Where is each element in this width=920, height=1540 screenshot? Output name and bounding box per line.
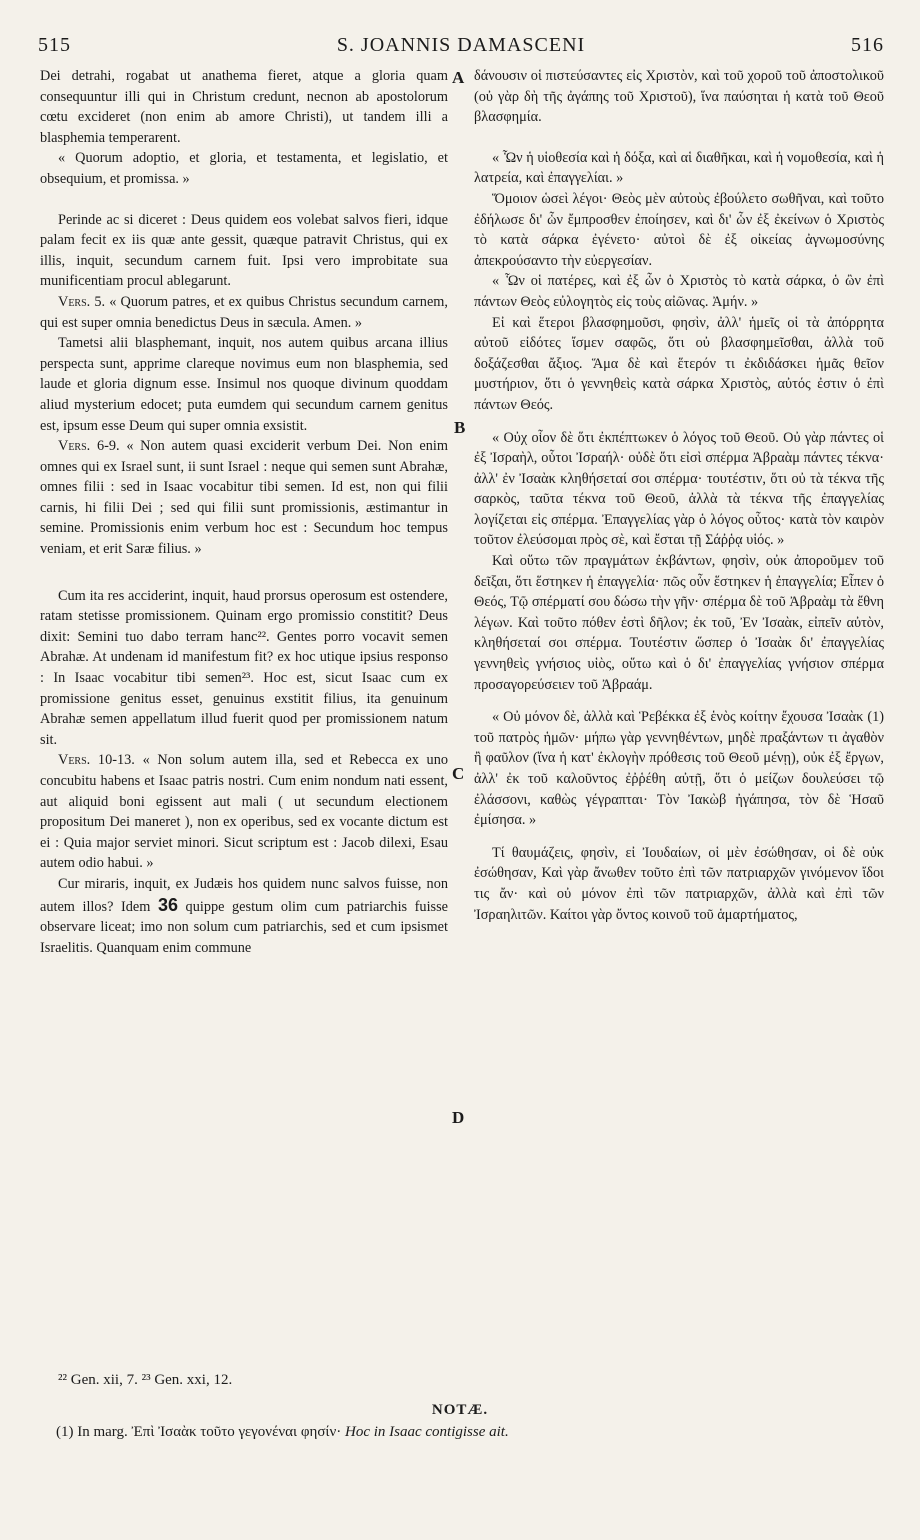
latin-paragraph: Perinde ac si diceret : Deus quidem eos volebat salvos fieri, idque palam fecit ex iis quæ ante gessit, quæque patravit Christus, qui ex illis, inquit, secundum carnem fuit. Ipsi vero improbitate sua munificentiam procul ablegarunt. <box>40 211 448 290</box>
greek-paragraph: « Οὐχ οἷον δὲ ὅτι ἐκπέπτωκεν ὁ λόγος τοῦ Θεοῦ. Οὐ γὰρ πάντες οἱ ἐξ Ἰσραὴλ, οὗτοι Ἰσραήλ· οὐδὲ ὅτι εἰσὶ σπέρμα Ἀβραὰμ πάντες τέκνα· ἀλλ' ἐν Ἰσαὰκ κληθήσεταί σοι σπέρμα· τουτέστιν, ὅτι οὐ τὰ τέκνα τῆς σαρκὸς, ταῦτα τέκνα τοῦ Θεοῦ, ἀλλὰ τὰ τέκνα τῆς ἐπαγγελίας λογίζεται εἰς σπέρμα. Ἐπαγγελίας γὰρ ὁ λόγος οὗτος· κατὰ τὸν καιρὸν τοῦτον ἐλεύσομαι πρὸς σὲ, καὶ ἔσται τῇ Σάῤῥᾳ υἱός. » <box>474 429 884 549</box>
verse-label: Vers. 5. <box>58 293 106 310</box>
running-title: S. JOANNIS DAMASCENI <box>336 34 586 56</box>
page-number-right: 516 <box>851 34 884 56</box>
greek-paragraph: Καὶ οὕτω τῶν πραγμάτων ἐκβάντων, φησὶν, οὐκ ἀποροῦμεν τοῦ δεῖξαι, ὅτι ἕστηκεν ἡ ἐπαγγελία· πῶς οὖν ἕστηκεν ἡ ἐπαγγελία; Εἶπεν ὁ Θεός, Τῷ σπέρματί σου δώσω τὴν γῆν· σπέρμα δὲ τοῦ Ἀβραὰμ τὰ ἔθνη λέγων. Καὶ τοῦτο πόθεν ἐστὶ δῆλον; ἐκ τοῦ, Ἐν Ἰσαὰκ, εἰπεῖν αὐτὸν, κληθήσεταί σοι σπέρμα. Τουτέστιν ὥσπερ ὁ Ἰσαὰκ δι' ἐπαγγελίας γεννηθεὶς γνήσιος υἱὸς, οὕτω καὶ ὁ δι' ἐπαγγελίας γνήσιον σπέρμα προσαγορεύσειεν τοῦ Ἀβραάμ. <box>474 553 884 693</box>
latin-column <box>40 66 448 958</box>
greek-paragraph: δάνουσιν οἱ πιστεύσαντες εἰς Χριστὸν, καὶ τοῦ χοροῦ τοῦ ἀποστολικοῦ (οὐ γὰρ δὴ τῆς ἀγάπης τοῦ Χριστοῦ), ἵνα παύσηται ἡ κατὰ τοῦ Θεοῦ βλασφημία. <box>474 68 884 126</box>
verse-label: Vers. 6-9. <box>58 438 120 455</box>
margin-letter-b: B <box>454 418 466 437</box>
greek-paragraph: « Ὧν ἡ υἱοθεσία καὶ ἡ δόξα, καὶ αἱ διαθῆκαι, καὶ ἡ νομοθεσία, καὶ ἡ λατρεία, καὶ ἐπαγγελίαι. » <box>474 149 884 187</box>
latin-paragraph: Cur miraris, inquit, ex Judæis hos quidem nunc salvos fuisse, non autem illos? Idem <box>40 875 448 915</box>
latin-paragraph: « Quorum adoptio, et gloria, et testamenta, et legislatio, et obsequium, et promissa. » <box>40 150 448 187</box>
note-1 <box>56 1424 896 1441</box>
latin-paragraph: Tametsi alii blasphemant, inquit, nos autem quibus arcana illius perspecta sunt, apprime clareque novimus eum non blasphemia, sed laude et gloria dignum esse. Insimul nos quoque divinum quoddam aliud mysterium edocet; puta eumdem qui secundum carnem genitus est, ipsum esse Deum qui super omnia exsistit. <box>40 335 448 434</box>
page-header <box>38 34 884 64</box>
latin-paragraph: Dei detrahi, rogabat ut anathema fieret, atque a gloria quam consequuntur illi qui in Christum credunt, necnon ab apostolorum cœtu excideret (non enim ab amore Christi), ut tandem illi a blasphemia temperarent. <box>40 68 448 146</box>
notes-heading: NOTÆ. <box>431 1402 489 1418</box>
column-number: 36 <box>157 894 178 915</box>
margin-letter-c: C <box>452 764 465 783</box>
note-1-text: (1) In marg. Ἐπὶ Ἰσαὰκ τοῦτο γεγονέναι φησίν· <box>56 1424 342 1440</box>
greek-paragraph: « Οὐ μόνον δὲ, ἀλλὰ καὶ Ῥεβέκκα ἐξ ἑνὸς κοίτην ἔχουσα Ἰσαὰκ (1) τοῦ πατρὸς ἡμῶν· μήπω γὰρ γεννηθέντων, μηδὲ πραξάντων τι ἀγαθὸν ἢ φαῦλον (ἵνα ἡ κατ' ἐκλογὴν πρόθεσις τοῦ Θεοῦ μένῃ), οὐκ ἐξ ἔργων, ἀλλ' ἐκ τοῦ καλοῦντος ἐῤῥέθη αὐτῇ, ὅτι ὁ μείζων δουλεύσει τῷ ἐλάσσονι, καθὼς γέγραπται· Τὸν Ἰακὼβ ἠγάπησα, τὸν δὲ Ἡσαῦ ἐμίσησα. » <box>474 709 884 829</box>
greek-paragraph: Εἰ καὶ ἕτεροι βλασφημοῦσι, φησὶν, ἀλλ' ἡμεῖς οἱ τὰ ἀπόρρητα αὐτοῦ εἰδότες ἴσμεν σαφῶς, ὅτι οὐ βλασφημεῖσθαι, ἀλλὰ τοῦ δοξάζεσθαι ἄξιος. Ἅμα δὲ καὶ ἕτερόν τι ἐκδιδάσκει ἡμᾶς θεῖον μυστήριον, ὅτι ὁ γεννηθεὶς κατὰ σάρκα Χριστὸς, αὐτός ἐστιν ὁ ἐπὶ πάντων Θεός. <box>474 314 884 413</box>
greek-column <box>474 66 884 925</box>
footnotes: ²² Gen. xii, 7. ²³ Gen. xxi, 12. <box>58 1372 233 1388</box>
latin-paragraph: Cum ita res acciderint, inquit, haud prorsus operosum est ostendere, ratam stetisse promissionem. Quinam ergo promissio constitit? Deus dixit: Semini tuo dabo terram hanc²². Gentes porro vocavit semen Abrahæ. At undenam id manifestum fit? ex hoc utique ipsius responso : In Isaac vocabitur tibi semen²³. Hoc est, sicut Isaac cum ex promissione genitus esset, genuinus exstitit filius, ita genuinum Abrahæ semen appellatum illud fuerit quod per promissionem natum sit. <box>40 587 448 748</box>
latin-paragraph: quippe gestum olim cum patriarchis fuisse observare liceat; imo non solum cum patriarchis, sed et cum ipsismet Israelitis. Quanquam enim commune <box>40 898 449 956</box>
margin-letter-d: D <box>452 1108 465 1127</box>
latin-verse-text: « Non solum autem illa, sed et Rebecca ex uno concubitu habens et Isaac patris nostri. Cum enim nondum nati essent, aut aliquid boni egissent aut mali ( ut secundum electionem propositum Dei maneret ), non ex operibus, sed ex vocante dictum est ei : Quia major serviet minori. Sicut scriptum est : Jacob dilexi, Esau autem odio habui. » <box>40 752 448 872</box>
page-number-left: 515 <box>38 34 71 56</box>
greek-paragraph: Ὅμοιον ὡσεὶ λέγοι· Θεὸς μὲν αὐτοὺς ἐβούλετο σωθῆναι, καὶ τοῦτο ἐδήλωσε δι' ὧν ἔμπροσθεν ἐποίησεν, καὶ δι' ὧν ἐξ ἐκείνων ὁ Χριστὸς τὸ κατὰ σάρκα ἐγένετο· αὐτοὶ δὲ ἐξ οἰκείας ἀγνωμοσύνης ἀπεκρούσαντο τὴν εὐεργεσίαν. <box>474 190 884 269</box>
note-1-translation: Hoc in Isaac contigisse ait. <box>344 1424 509 1440</box>
margin-letter-a: A <box>452 68 465 87</box>
latin-verse-text: « Non autem quasi exciderit verbum Dei. Non enim omnes qui ex Israel sunt, ii sunt Israel : neque qui semen sunt Abrahæ, omnes filii : sed in Isaac vocabitur tibi semen. Id est, non qui filii carnis, hi filii Dei ; sed qui filii sunt promissionis, æstimantur in semine. Promissionis enim verbum hoc est : Secundum hoc tempus veniam, et erit Saræ filius. » <box>40 438 448 558</box>
latin-verse-text: « Quorum patres, et ex quibus Christus secundum carnem, qui est super omnia benedictus Deus in sæcula. Amen. » <box>40 293 448 331</box>
greek-paragraph: « Ὧν οἱ πατέρες, καὶ ἐξ ὧν ὁ Χριστὸς τὸ κατὰ σάρκα, ὁ ὢν ἐπὶ πάντων Θεὸς εὐλογητὸς εἰς τοὺς αἰῶνας. Ἀμήν. » <box>474 273 884 310</box>
verse-label: Vers. 10-13. <box>58 752 135 769</box>
greek-paragraph: Τί θαυμάζεις, φησὶν, εἰ Ἰουδαίων, οἱ μὲν ἐσώθησαν, οἱ δὲ οὐκ ἐσώθησαν, Καὶ γὰρ ἄνωθεν τοῦτο ἐπὶ τῶν πατριαρχῶν γινόμενον ἴδοι τις ἄν· καὶ οὐ μόνον ἐπὶ τῶν πατριαρχῶν, ἀλλὰ καὶ ἐπὶ τῶν Ἰσραηλιτῶν. Καίτοι γὰρ ὄντος κοινοῦ τοῦ ἁμαρτήματος, <box>474 844 884 923</box>
